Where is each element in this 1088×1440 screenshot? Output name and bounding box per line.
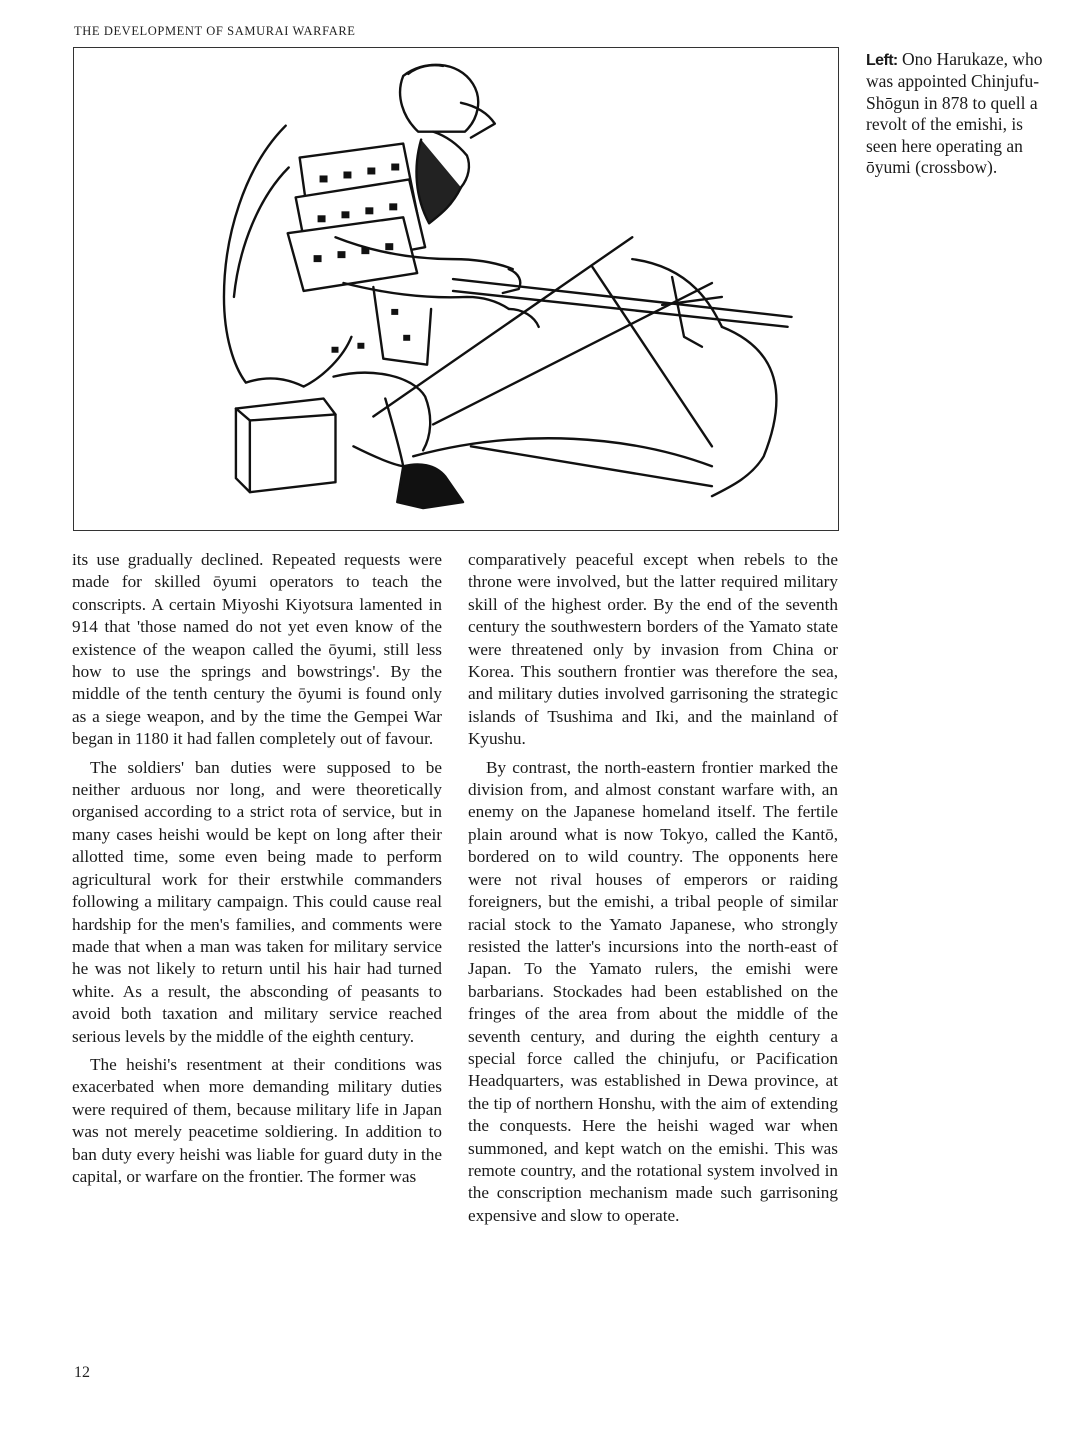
running-head: THE DEVELOPMENT OF SAMURAI WARFARE	[74, 24, 356, 38]
caption-text: Ono Harukaze, who was appointed Chinjufu-Shōgun in 878 to quell a revolt of the emishi, is seen here operating an ōyumi (crossbow).	[866, 49, 1043, 178]
right-column	[468, 549, 838, 1233]
illustration-samurai-crossbow	[73, 47, 839, 531]
paragraph: The heishi's resentment at their conditions was exacerbated when more demanding military duties were required of them, because military life in Japan was not merely peacetime soldiering. In addition to ban duty every heishi was liable for guard duty in the capital, or warfare on the frontier. The former was	[72, 1054, 442, 1186]
paragraph: its use gradually declined. Repeated requests were made for skilled ōyumi operators to teach the conscripts. A certain Miyoshi Kiyotsura lamented in 914 that 'those named do not yet even know of the existence of the weapon called the ōyumi, still less how to use the springs and bowstrings'. By the middle of the tenth century the ōyumi is found only as a siege weapon, and by the time the Gempei War began in 1180 it had fallen completely out of favour.	[72, 550, 442, 749]
samurai-crossbow-drawing	[74, 48, 838, 530]
caption-lead: Left:	[866, 52, 898, 69]
figure-caption	[866, 49, 1046, 178]
paragraph: comparatively peaceful except when rebels to the throne were involved, but the latter required military skill of the highest order. By the end of the seventh century the southwestern borders of the Yamato state were threatened only by invasion from China or Korea. This southern frontier was therefore the sea, and military duties involved garrisoning the strategic islands of Tsushima and Iki, and the mainland of Kyushu.	[468, 550, 838, 749]
paragraph: By contrast, the north-eastern frontier marked the division from, and almost constant warfare with, an enemy on the Japanese homeland itself. The fertile plain around what is now Tokyo, called the Kantō, bordered on to wild country. The opponents here were not rival houses of emperors or raiding foreigners, but the emishi, a tribal people of similar racial stock to the Yamato Japanese, who strongly resisted the latter's incursions into the north-east of Japan. To the Yamato rulers, the emishi were barbarians. Stockades had been established on the fringes of the area from about the middle of the seventh century, and during the eighth century a special force called the chinjufu, or Pacification Headquarters, was established in Dewa province, at the tip of northern Honshu, with the aim of extending the conquests. Here the heishi waged war when summoned, and kept watch on the emishi. This was remote country, and the rotational system involved in the conscription mechanism made such garrisoning expensive and slow to operate.	[468, 757, 838, 1225]
left-column	[72, 549, 442, 1194]
paragraph: The soldiers' ban duties were supposed to be neither arduous nor long, and were theoretically organised according to a strict rota of service, but in many cases heishi would be kept on long after their allotted time, some even being made to perform agricultural work for their erstwhile commanders following a military campaign. This could cause real hardship for the men's families, and comments were made that when a man was taken for military service he was not likely to return until his hair had turned white. As a result, the absconding of peasants to avoid both taxation and military service reached serious levels by the middle of the eighth century.	[72, 757, 442, 1046]
page-number: 12	[74, 1364, 90, 1381]
